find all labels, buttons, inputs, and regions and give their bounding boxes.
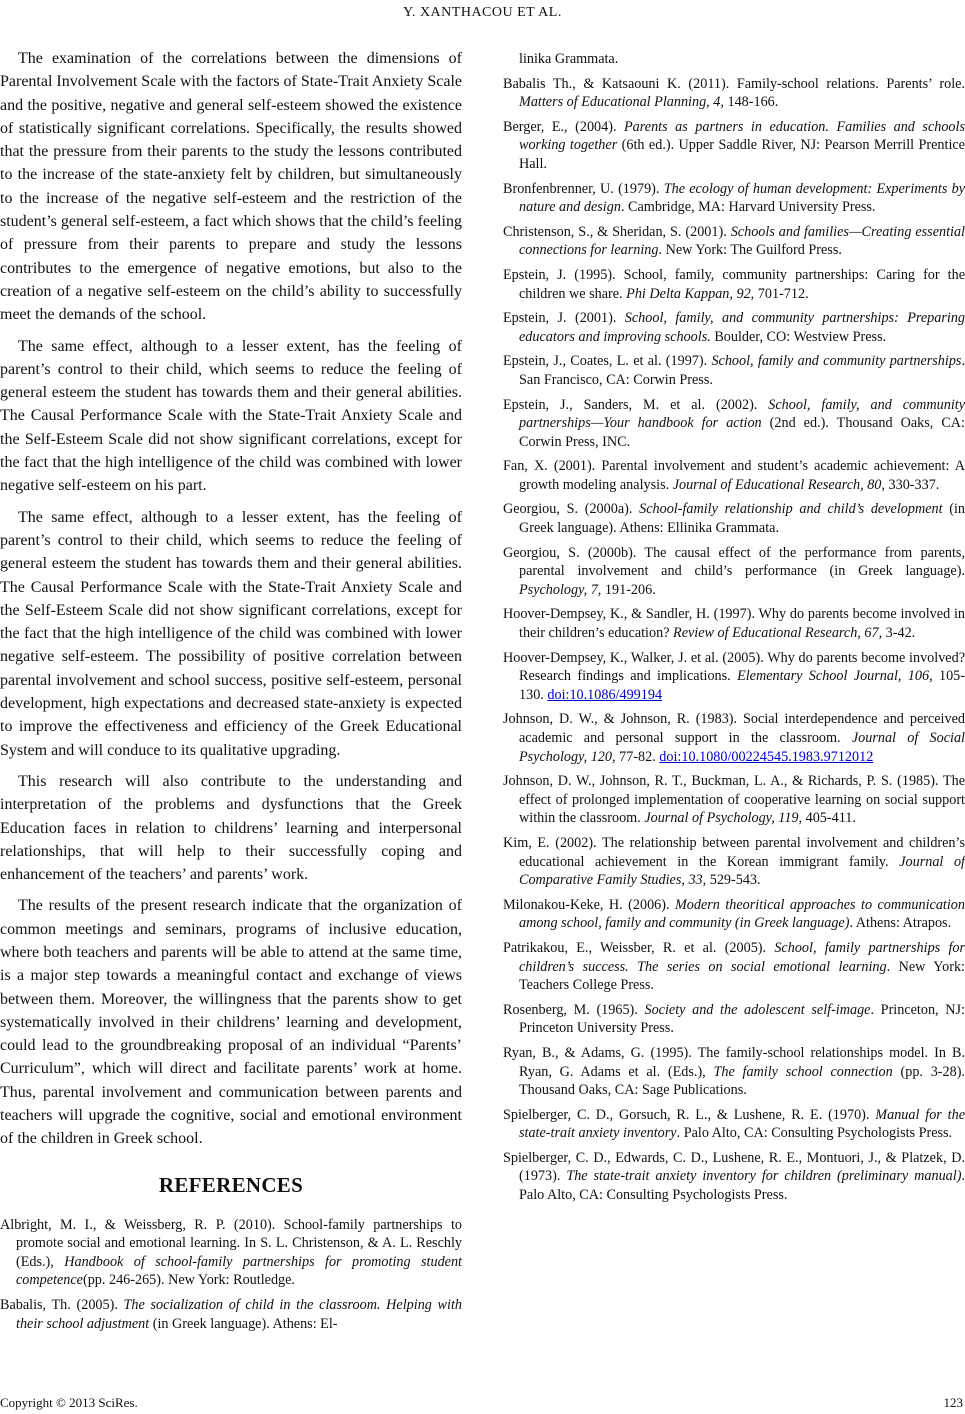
reference-entry <box>503 1044 965 1100</box>
reference-entry <box>503 834 965 890</box>
reference-text: . Cambridge, MA: Harvard University Press. <box>620 199 876 216</box>
running-header: Y. XANTHACOU ET AL. <box>403 5 562 20</box>
reference-source-title: Journal of Educational Research, 80, <box>672 476 885 493</box>
reference-text: Albright, M. I., & Weissberg, R. P. (2010). School-family partnerships to promote social and emotional learning. In S. L. Christenson, & A. L. Reschly (Eds.), <box>0 1216 462 1270</box>
reference-text: (pp. 3-28). Thousand Oaks, CA: Sage Publications. <box>519 1063 965 1099</box>
reference-source-title: School, family and community partnerships <box>711 353 962 370</box>
reference-text: Johnson, D. W., Johnson, R. T., Buckman, L. A., & Richards, P. S. (1985). The effect of prolonged implementation of cooperative learning on social support within the classroom. <box>503 773 965 827</box>
reference-text: . New York: The Guilford Press. <box>658 242 842 259</box>
reference-text: Babalis, Th. (2005). <box>0 1297 124 1314</box>
reference-text: Epstein, J. (2001). <box>503 310 625 327</box>
reference-source-title: Schools and families—Creating essential connections for learning <box>519 223 965 259</box>
doi-link[interactable]: doi:10.1086/499194 <box>547 686 663 703</box>
references-list-right <box>503 50 965 1205</box>
reference-source-title: School, family, and community partnerships: Preparing educators and improving schools. <box>519 310 965 345</box>
reference-text: Rosenberg, M. (1965). <box>503 1001 645 1018</box>
reference-source-title: The state-trait anxiety inventory for children (preliminary manual) <box>566 1168 962 1185</box>
reference-text: Babalis Th., & Katsaouni K. (2011). Family-school relations. Parents’ role. <box>503 75 965 92</box>
reference-text: Patrikakou, E., Weissber, R. et al. (2005). <box>503 939 775 956</box>
reference-text: Spielberger, C. D., Gorsuch, R. L., & Lushene, R. E. (1970). <box>503 1106 876 1123</box>
reference-text: (2nd ed.). Thousand Oaks, CA: Corwin Press, INC. <box>519 415 965 450</box>
reference-text: (6th ed.). Upper Saddle River, NJ: Pearson Merrill Prentice Hall. <box>519 137 965 172</box>
reference-text: (in Greek language). Athens: El- <box>149 1315 338 1332</box>
reference-text: Ryan, B., & Adams, G. (1995). The family-school relationships model. In B. Ryan, G. Adams et al. (Eds.), <box>503 1044 965 1080</box>
reference-text: 3-42. <box>882 625 916 642</box>
reference-source-title: Phi Delta Kappan, 92, <box>626 285 755 302</box>
reference-text: . New York: Teachers College Press. <box>519 958 965 994</box>
reference-text: Christenson, S., & Sheridan, S. (2001). <box>503 223 731 240</box>
reference-text: 330-337. <box>884 476 940 493</box>
reference-text: linika Grammata. <box>519 51 619 67</box>
reference-entry <box>503 772 965 828</box>
reference-text: . Palo Alto, CA: Consulting Psychologists Press. <box>676 1125 953 1142</box>
body-paragraph: The results of the present research indicate that the organization of common meetings and seminars, programs of inclusive education, where both teachers and parents will be able to attend at the same time, is a major step towards a meaningful contact and exchange of views between them. Moreover, the willingness that the parents show to get systematically involved in their childrens’ learning and development, could lead to the groundbreaking proposal of an individual “Parents’ Curriculum”, which will direct and facilitate parents’ work at home. Thus, parental involvement and communication between parents and teachers will upgrade the cognitive, social and emotional environment of the children in Greek school. <box>0 897 462 1148</box>
reference-text: . San Francisco, CA: Corwin Press. <box>519 353 965 388</box>
reference-text: Fan, X. (2001). Parental involvement and student’s academic achievement: A growth modeling analysis. <box>503 458 965 493</box>
reference-entry <box>503 457 965 494</box>
reference-source-title: Society and the adolescent self-image <box>644 1001 871 1018</box>
reference-text: Milonakou-Keke, H. (2006). <box>503 896 675 913</box>
reference-entry <box>503 118 965 174</box>
reference-source-title: Journal of Comparative Family Studies, 33, <box>519 853 965 889</box>
copyright-footer: Copyright © 2013 SciRes. <box>0 1395 138 1410</box>
reference-text: . Palo Alto, CA: Consulting Psychologists Press. <box>519 1168 965 1204</box>
reference-entry <box>0 1296 462 1333</box>
reference-source-title: Manual for the state-trait anxiety inventory <box>519 1106 965 1142</box>
reference-entry <box>503 1149 965 1205</box>
reference-text: Kim, E. (2002). The relationship between parental involvement and children’s educational achievement in the Korean immigrant family. <box>503 834 965 870</box>
reference-entry <box>0 1216 462 1290</box>
reference-source-title: School-family relationship and child’s development <box>639 501 943 518</box>
body-paragraph: The same effect, although to a lesser extent, has the feeling of parent’s control to their child, which seems to reduce the feeling of general esteem the student has towards them and their general abilities. The Causal Performance Scale with the State-Trait Anxiety Scale and the Self-Esteem Scale did not show significant correlations, except for the fact that the high intelligence of the child was combined with lower negative self-esteem on his part. <box>0 337 462 495</box>
reference-source-title: School, family partnerships for children’s success. The series on social emotional learning <box>519 939 965 975</box>
reference-entry <box>503 605 965 642</box>
reference-source-title: The socialization of child in the classroom. Helping with their school adjustment <box>16 1297 462 1332</box>
body-paragraph: This research will also contribute to the understanding and interpretation of the problems and dysfunctions that the Greek Education faces in relation to childrens’ learning and interpersonal relationships, that will help to their successfully coping and enhancement of the teachers’ and parents’ work. <box>0 772 462 884</box>
reference-text: Hoover-Dempsey, K., & Sandler, H. (1997). Why do parents become involved in their children’s education? <box>503 606 965 642</box>
reference-text: Epstein, J. (1995). School, family, community partnerships: Caring for the children we share. <box>503 266 965 302</box>
reference-entry <box>503 396 965 452</box>
reference-source-title: Review of Educational Research, 67, <box>673 625 883 642</box>
reference-source-title: School, family, and community partnerships—Your handbook for action <box>519 396 965 432</box>
reference-text: 405-411. <box>802 810 856 827</box>
reference-source-title: Matters of Educational Planning, 4, <box>519 94 724 111</box>
reference-entry <box>503 223 965 260</box>
reference-entry <box>503 352 965 389</box>
reference-entry <box>503 266 965 303</box>
reference-entry <box>503 544 965 600</box>
reference-entry <box>503 1106 965 1143</box>
reference-text: (in Greek language). Athens: Ellinika Grammata. <box>519 501 965 537</box>
reference-text: . Athens: Atrapos. <box>849 915 952 932</box>
doi-link[interactable]: doi:10.1080/00224545.1983.9712012 <box>659 748 874 765</box>
right-column <box>503 50 965 1211</box>
reference-text: Johnson, D. W., & Johnson, R. (1983). Social interdependence and perceived academic and personal support in the classroom. <box>503 711 965 746</box>
reference-entry <box>503 939 965 995</box>
reference-entry <box>503 896 965 933</box>
reference-text: Hoover-Dempsey, K., Walker, J. et al. (2005). Why do parents become involved? Research findings and implications. <box>503 649 965 685</box>
reference-entry <box>503 50 965 69</box>
reference-source-title: The family school connection <box>713 1063 893 1080</box>
reference-source-title: The ecology of human development: Experiments by nature and design <box>519 180 965 216</box>
reference-source-title: Handbook of school-family partnerships for promoting student competence <box>16 1253 462 1289</box>
reference-text: Boulder, CO: Westview Press. <box>710 328 887 345</box>
reference-text: . Princeton, NJ: Princeton University Press. <box>519 1001 965 1037</box>
reference-text: Georgiou, S. (2000a). <box>503 501 640 518</box>
reference-source-title: Elementary School Journal, 106, <box>737 668 933 685</box>
reference-source-title: Modern theoritical approaches to communication among school, family and community (in Greek language) <box>519 896 965 932</box>
reference-entry <box>503 1001 965 1038</box>
reference-text: Spielberger, C. D., Edwards, C. D., Lushene, R. E., Montuori, J., & Platzek, D. (1973). <box>503 1149 965 1185</box>
left-column <box>0 47 462 1339</box>
reference-source-title: Parents as partners in education. Families and schools working together <box>519 118 965 154</box>
reference-entry <box>503 649 965 705</box>
reference-source-title: Journal of Psychology, 119, <box>644 810 803 827</box>
reference-source-title: Psychology, 7, <box>519 581 602 598</box>
reference-text: 148-166. <box>723 94 779 111</box>
references-list-left <box>0 1216 462 1334</box>
reference-text: (pp. 246-265). New York: Routledge. <box>82 1272 295 1289</box>
reference-text: Bronfenbrenner, U. (1979). <box>503 180 664 197</box>
reference-text: 105-130. <box>519 668 965 703</box>
reference-text: Berger, E., (2004). <box>503 118 625 135</box>
reference-text: Epstein, J., Coates, L. et al. (1997). <box>503 353 712 370</box>
reference-entry <box>503 180 965 217</box>
page-number: 123 <box>943 1395 963 1410</box>
body-paragraph: The examination of the correlations between the dimensions of Parental Involvement Scale with the factors of State-Trait Anxiety Scale and the positive, negative and general self-esteem showed the existence of statistically significant correlations. Specifically, the results showed that the pressure from their parents to the study the lessons contributed to the increase of the state-anxiety felt by children, but simultaneously to the increase of the negative self-esteem and the restriction of the student’s general self-esteem, a fact which shows that the child’s feeling of pressure from their parents to prepare and study the lessons contributes to the emergence of negative emotions, but also to the creation of a negative self-esteem on the child’s ability to successfully meet the demands of the school. <box>0 50 462 324</box>
reference-text: 701-712. <box>754 285 809 302</box>
body-paragraph: The same effect, although to a lesser extent, has the feeling of parent’s control to their child, which seems to reduce the feeling of general esteem the student has towards them and their general abilities. The Causal Performance Scale with the State-Trait Anxiety Scale and the Self-Esteem Scale did not show significant correlations, except for the fact that the high intelligence of the child was combined with lower negative self-esteem. The possibility of positive correlation between parental involvement and school success, positive self-esteem, personal development, high expectations and decreased state-anxiety is expected to improve the effectiveness and efficiency of the Greek Educational System and will conduce to its qualitative upgrading. <box>0 508 462 759</box>
reference-text: Georgiou, S. (2000b). The causal effect of the performance from parents, parental involvement and child’s performance (in Greek language). <box>503 544 965 580</box>
reference-text: Epstein, J., Sanders, M. et al. (2002). <box>503 396 769 413</box>
reference-source-title: Journal of Social Psychology, 120, <box>519 730 965 765</box>
reference-text: 77-82. <box>615 748 660 765</box>
reference-entry <box>503 710 965 766</box>
reference-entry <box>503 500 965 537</box>
reference-text: 191-206. <box>601 581 656 598</box>
reference-entry <box>503 309 965 346</box>
reference-text: 529-543. <box>706 872 761 889</box>
reference-entry <box>503 75 965 112</box>
references-heading: REFERENCES <box>158 1172 304 1197</box>
